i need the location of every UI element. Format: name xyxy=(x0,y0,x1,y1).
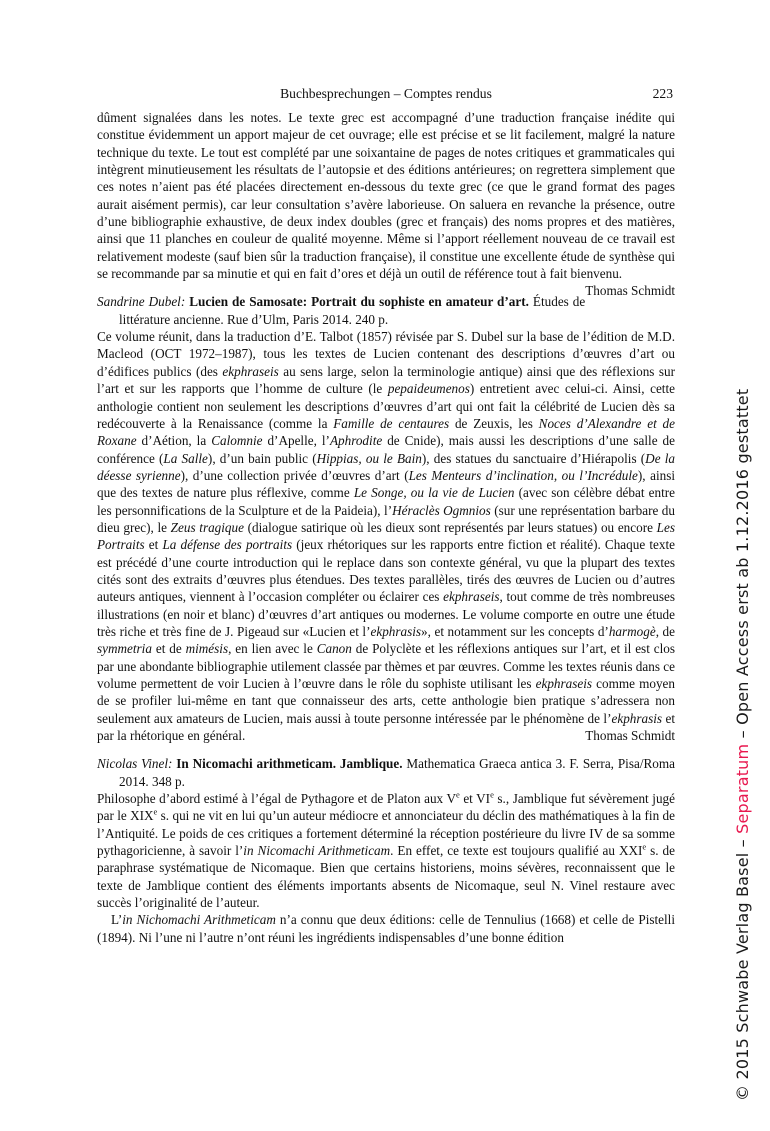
copyright-text: © 2015 Schwabe Verlag Basel – xyxy=(733,833,752,1101)
reviewer-signature: Thomas Schmidt xyxy=(585,283,675,299)
body-paragraph: Philosophe d’abord estimé à l’égal de Pythagore et de Platon aux Ve et VIe s., Jamblique fut sévèrement jugé par le XIXe s. qui ne vit en lui qu’un auteur médiocre et annonciateur du déclin des mathématiques à la fin de l’Antiquité. Le poids de ces critiques a fortement déterminé la réception postérieure du livre IV de sa somme pythagoricienne, à savoir l’in Nicomachi Arithmeticam. En effet, ce texte est toujours qualifié au XXIe s. de paraphrase systématique de Nicomaque. Bien que certains historiens, moins sévères, reconnaissent que le texte de Jamblique contient des éléments importants absents de Nicomaque, seul N. Vinel restaure avec succès l’originalité de l’auteur. xyxy=(97,789,675,911)
text-blocks xyxy=(97,109,675,946)
body-paragraph: dûment signalées dans les notes. Le texte grec est accompagné d’une traduction française inédite qui constitue évidemment un apport majeur de cet ouvrage; elle est précise et se lit facilement, malgré la nature technique du texte. Le tout est complété par une soixantaine de pages de notes critiques et grammaticales qui intègrent minutieusement les résultats de l’autopsie et des éditions antérieures; on regrettera simplement que ces notes n’aient pas été placées directement en-dessous du texte grec (ce que le grand format des pages aurait aisément permis), car leur consultation s’avère laborieuse. On saluera en revanche la présence, outre d’une bibliographie exhaustive, de deux index doubles (grec et français) des noms propres et des matières, ainsi que 11 planches en couleur de qualité moyenne. Même si l’apport réellement nouveau de ce travail est relativement modeste (sauf bien sûr la traduction française), il constitue une excellente étude de synthèse qui se recommande par sa minutie et qui en fait d’ores et déjà un outil de référence tout à fait bienvenu. Thomas Schmidt xyxy=(97,110,675,299)
review-heading: Nicolas Vinel: In Nicomachi arithmeticam. Jamblique. Mathematica Graeca antica 3. F. Serra, Pisa/Roma 2014. 348 p. xyxy=(97,756,675,789)
body-paragraph: L’in Nichomachi Arithmeticam n’a connu que deux éditions: celle de Tennulius (1668) et celle de Pistelli (1894). Ni l’une ni l’autre n’ont réuni les ingrédients indispensables d’une bonne édition xyxy=(97,912,675,945)
open-access-text: – Open Access erst ab 1.12.2016 gestattet xyxy=(733,388,752,744)
separatum-text: Separatum xyxy=(733,743,752,834)
page-header xyxy=(97,86,675,104)
sidebar-notice xyxy=(733,388,755,1101)
body-paragraph: Ce volume réunit, dans la traduction d’E. Talbot (1857) révisée par S. Dubel sur la base de l’édition de M.D. Macleod (OCT 1972–1987), tous les textes de Lucien contenant des descriptions d’œuvres d’art ou d’édifices publics (des ekphraseis au sens large, selon la terminologie antique) ainsi que des réflexions sur l’art et sur les rapports que l’homme de culture (le pepaideumenos) entretient avec celui-ci. Ainsi, cette anthologie contient non seulement les descriptions d’œuvres d’art qui ont fait la célébrité de Lucien dès sa redécouverte à la Renaissance (comme la Famille de centaures de Zeuxis, les Noces d’Alexandre et de Roxane d’Aétion, la Calomnie d’Apelle, l’Aphrodite de Cnide), mais aussi les descriptions d’une salle de conférence (La Salle), d’un bain public (Hippias, ou le Bain), des statues du sanctuaire d’Hiérapolis (De la déesse syrienne), d’une collection privée d’œuvres d’art (Les Menteurs d’inclination, ou l’Incrédule), ainsi que des textes de nature plus réflexive, comme Le Songe, ou la vie de Lucien (avec son célèbre débat entre les personnifications de la Sculpture et de la Paideia), l’Héraclès Ogmnios (sur une représentation barbare du dieu grec), le Zeus tragique (dialogue satirique où les dieux sont représentés par leurs statues) ou encore Les Portraits et La défense des portraits (jeux rhétoriques sur les rapports entre fiction et réalité). Chaque texte est précédé d’une courte introduction qui le replace dans son contexte général, vu que la plupart des textes cités sont des extraits d’œuvres plus étendues. Des textes parallèles, tirés des œuvres de Lucien ou d’autres auteurs antiques, viennent à l’occasion compléter ou éclairer ces ekphraseis, tout comme de très nombreuses illustrations (en noir et blanc) d’œuvres d’art antiques ou modernes. Le volume comporte en outre une étude très riche et très fine de J. Pigeaud sur «Lucien et l’ekphrasis», et notamment sur les concepts d’harmogè, de symmetria et de mimésis, en lien avec le Canon de Polyclète et les réflexions antiques sur l’art, et il est clos par une abondante bibliographie utilement classée par thèmes et par œuvres. Comme les textes réunis dans ce volume permettent de voir Lucien à l’œuvre dans le rôle du sophiste utilisant les ekphraseis comme moyen de se profiler lui-même en tant que connaisseur des arts, cette anthologie bien pratique s’adressera non seulement aux amateurs de Lucien, mais aussi à toute personne intéressée par le phénomène de l’ekphrasis et par la rhétorique en général. Thomas Schmidt xyxy=(97,329,676,744)
reviewer-signature: Thomas Schmidt xyxy=(585,728,675,744)
page-number: 223 xyxy=(652,86,673,101)
running-title: Buchbesprechungen – Comptes rendus xyxy=(280,86,492,101)
review-heading: Sandrine Dubel: Lucien de Samosate: Portrait du sophiste en amateur d’art. Études de littérature ancienne. Rue d’Ulm, Paris 2014. 240 p. xyxy=(97,294,586,327)
